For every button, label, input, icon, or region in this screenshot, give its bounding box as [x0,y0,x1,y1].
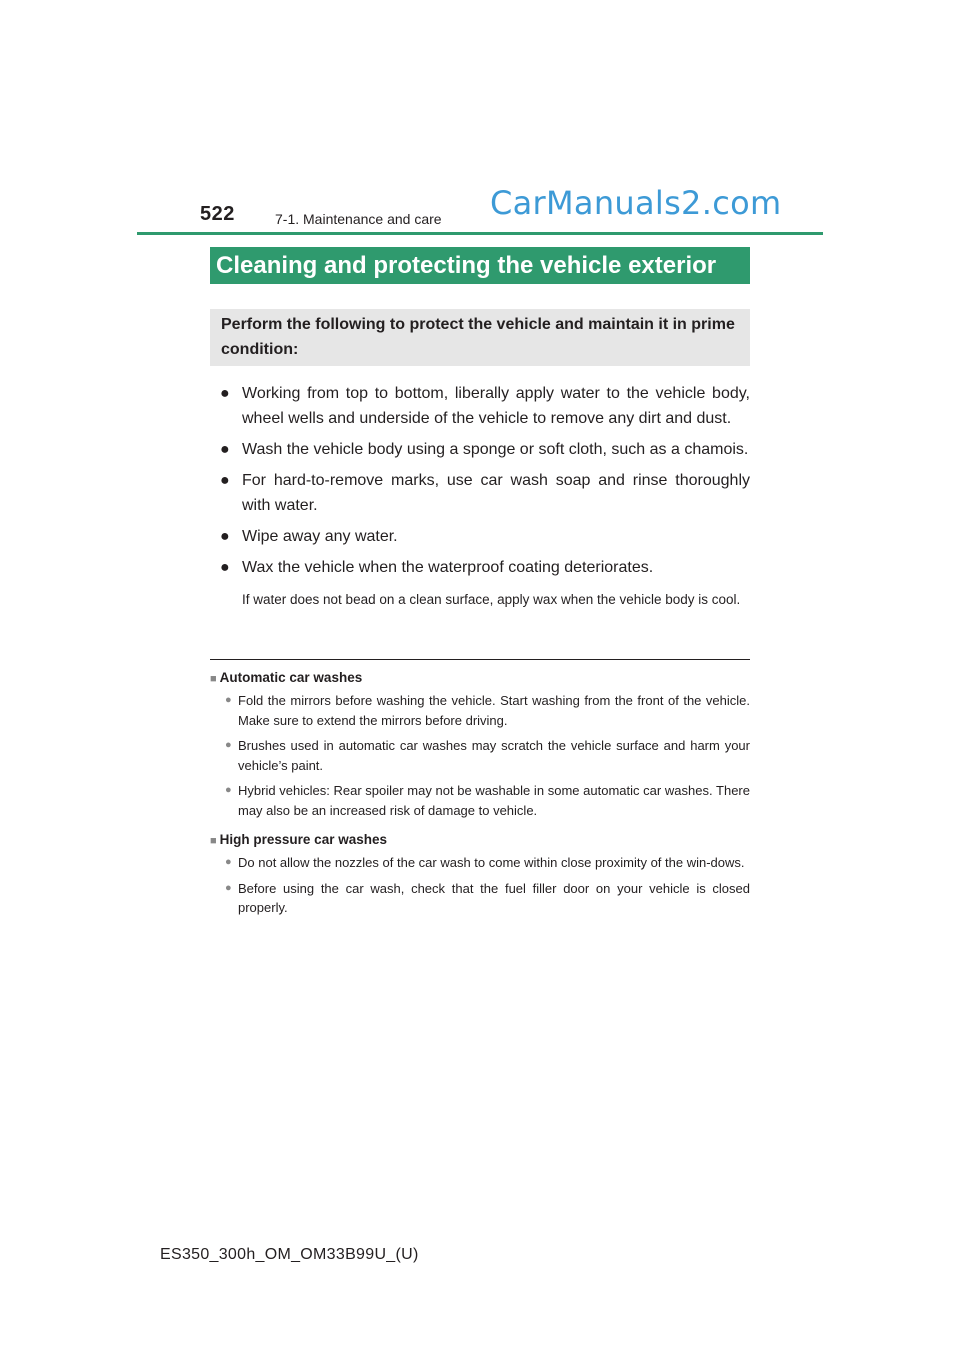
wax-note: If water does not bead on a clean surface, apply wax when the vehicle body is cool. [242,592,741,607]
square-bullet-icon: ■ [210,673,217,685]
bullet-icon: ● [220,559,230,576]
automatic-washes-section [210,670,750,826]
list-item: ● Fold the mirrors before washing the vehicle. Start washing from the front of the vehicle. Make sure to extend the mirrors before driving. [225,693,750,728]
bullet-icon: ● [220,472,230,489]
intro-box [210,309,750,366]
list-item: ● Do not allow the nozzles of the car wash to come within close proximity of the win-dows. [225,853,750,873]
intro-text: Perform the following to protect the vehicle and maintain it in prime condition: [221,316,735,358]
bullet-icon: ● [220,528,230,545]
notes-divider [210,659,750,660]
bullet-icon: ● [220,385,230,402]
header-rule [137,232,823,235]
list-item: ● Wax the vehicle when the waterproof coating deteriorates. [220,555,750,580]
dot-bullet-icon: ● [225,856,232,868]
list-item: ● Wipe away any water. [220,524,750,549]
list-item: ● Hybrid vehicles: Rear spoiler may not be washable in some automatic car washes. There may also be an increased risk of damage to vehicle. [225,783,750,818]
high-pressure-washes-heading: ■ High pressure car washes [210,832,387,847]
high-pressure-washes-section [210,832,750,924]
list-item: ● Working from top to bottom, liberally apply water to the vehicle body, wheel wells and underside of the vehicle to remove any dirt and dust. [220,381,750,431]
dot-bullet-icon: ● [225,881,232,894]
dot-bullet-icon: ● [225,739,232,751]
square-bullet-icon: ■ [210,835,217,847]
high-pressure-washes-list [225,853,750,918]
page-title: Cleaning and protecting the vehicle exterior [210,247,750,284]
section-label: 7-1. Maintenance and care [275,211,442,227]
watermark: CarManuals2.com [490,184,782,222]
steps-list [220,381,750,586]
automatic-washes-heading: ■ Automatic car washes [210,670,363,685]
dot-bullet-icon: ● [225,694,232,706]
list-item: ● Brushes used in automatic car washes may scratch the vehicle surface and harm your vehicle’s paint. [225,738,750,773]
automatic-washes-list [225,691,750,820]
footer-doc-code: ES350_300h_OM_OM33B99U_(U) [160,1246,419,1263]
page-number: 522 [200,203,235,225]
list-item: ● Before using the car wash, check that the fuel filler door on your vehicle is closed properly. [225,880,750,915]
list-item: ● Wash the vehicle body using a sponge or soft cloth, such as a chamois. [220,437,750,462]
list-item: ● For hard-to-remove marks, use car wash soap and rinse thoroughly with water. [220,468,750,518]
dot-bullet-icon: ● [225,784,232,796]
bullet-icon: ● [220,441,230,458]
